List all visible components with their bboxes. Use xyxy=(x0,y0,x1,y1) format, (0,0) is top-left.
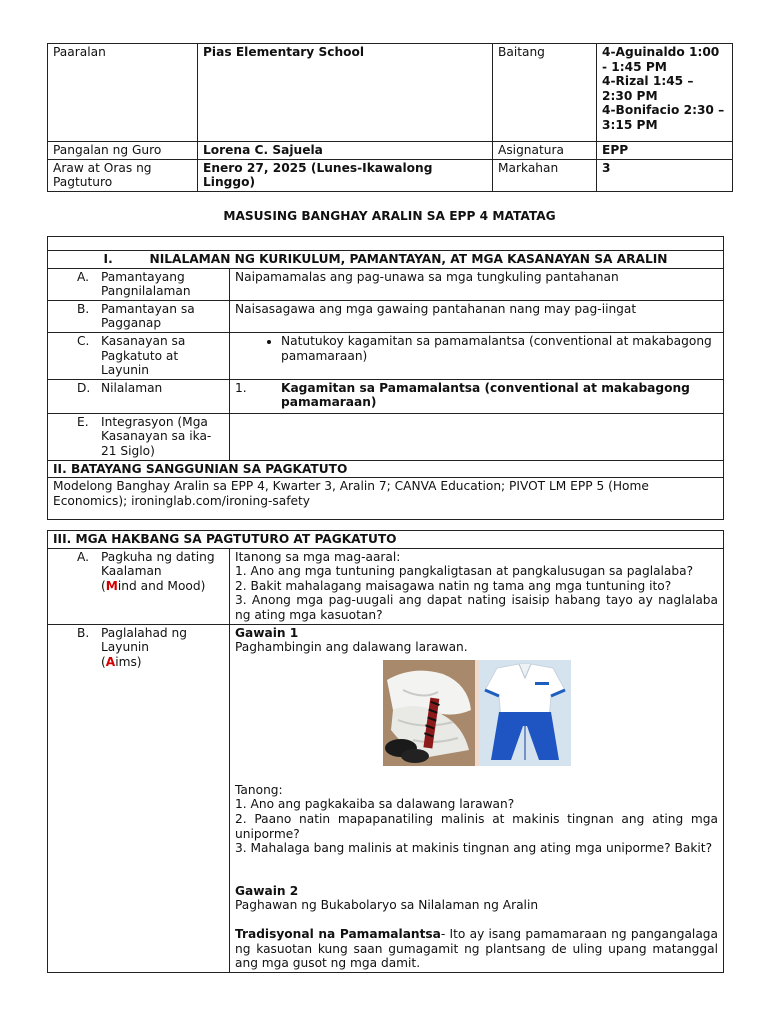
paren: ( xyxy=(101,654,106,669)
row-e-value xyxy=(230,413,724,460)
section-3-header: III. MGA HAKBANG SA PAGTUTURO AT PAGKATUTO xyxy=(48,531,724,549)
row-label: Pagkuha ng dating Kaalaman xyxy=(101,549,215,579)
step-a-label-cell xyxy=(48,548,230,624)
question: 2. Bakit mahalagang maisagawa natin ng tama ang mga tuntuning ito? xyxy=(235,578,672,593)
row-c-label-cell xyxy=(48,332,230,379)
quarter-value: 3 xyxy=(597,159,733,191)
activity-1-title: Gawain 1 xyxy=(235,625,299,640)
schedule-line: 4-Rizal 1:45 – 2:30 PM xyxy=(602,74,694,103)
step-a-content xyxy=(230,548,724,624)
section-1-title: NILALAMAN NG KURIKULUM, PAMANTAYAN, AT MGA KASANAYAN SA ARALIN xyxy=(149,252,668,266)
document-title: MASUSING BANGHAY ARALIN SA EPP 4 MATATAG xyxy=(223,209,556,223)
paren: ( xyxy=(101,578,106,593)
list-number: 1. xyxy=(235,380,247,395)
vocabulary-term: Tradisyonal na Pamamalantsa xyxy=(235,926,441,941)
subject-value: EPP xyxy=(597,142,733,160)
row-letter: B. xyxy=(77,301,90,316)
schedule-line: 4-Aguinaldo 1:00 - 1:45 PM xyxy=(602,45,720,74)
row-label: Paglalahad ng Layunin xyxy=(101,625,187,655)
row-d-label-cell xyxy=(48,379,230,413)
question: 3. Anong mga pag-uugali ang dapat nating isaisip habang tayo ay naglalaba ng ating mga kasuotan? xyxy=(235,593,718,622)
row-d-value-cell xyxy=(230,379,724,413)
grade-label: Baitang xyxy=(493,44,597,142)
question: 1. Ano ang pagkakaiba sa dalawang larawan? xyxy=(235,797,515,812)
activity-1-instruction: Paghambingin ang dalawang larawan. xyxy=(235,640,468,655)
top-spacer-row xyxy=(48,237,724,251)
intro-text: Itanong sa mga mag-aaral: xyxy=(235,549,401,564)
content-title: Kagamitan sa Pamamalantsa (conventional at makabagong pamamaraan) xyxy=(281,380,690,410)
row-c-value-cell xyxy=(230,332,724,379)
row-e-label-cell xyxy=(48,413,230,460)
highlight-letter: A xyxy=(105,654,116,669)
uniform-comparison-image xyxy=(383,660,571,766)
question: 1. Ano ang mga tuntuning pangkaligtasan at pangkalusugan sa paglalaba? xyxy=(235,564,694,579)
school-value: Pias Elementary School xyxy=(198,44,493,142)
section-2-header: II. BATAYANG SANGGUNIAN SA PAGKATUTO xyxy=(48,460,724,478)
row-letter: D. xyxy=(77,380,91,395)
step-b-content xyxy=(230,624,724,972)
row-label: Pamantayang Pangnilalaman xyxy=(101,269,191,299)
school-info-table xyxy=(47,43,733,192)
section-2-body: Modelong Banghay Aralin sa EPP 4, Kwarter 3, Aralin 7; CANVA Education; PIVOT LM EPP 5 (Home Economics); ironinglab.com/ironing-safety xyxy=(48,478,724,520)
teacher-label: Pangalan ng Guro xyxy=(48,142,198,160)
row-letter: E. xyxy=(77,414,89,429)
vocabulary-entry xyxy=(235,927,718,971)
highlight-letter: M xyxy=(105,578,118,593)
datetime-label: Araw at Oras ng Pagtuturo xyxy=(48,159,198,191)
activity-2-instruction: Paghawan ng Bukabolaryo sa Nilalaman ng Aralin xyxy=(235,898,539,913)
row-letter: A. xyxy=(77,269,89,284)
vocabulary-definition: - Ito ay isang pamamaraan ng pangangalaga ng kasuotan kung saan gumagamit ng plantsang de uling upang matanggal ang mga gusot ng mga damit. xyxy=(235,926,718,971)
schedule-line: 4-Bonifacio 2:30 – 3:15 PM xyxy=(602,103,725,132)
questions-label: Tanong: xyxy=(235,782,283,797)
row-label: Kasanayan sa Pagkatuto at Layunin xyxy=(101,333,186,378)
row-letter: A. xyxy=(77,549,89,564)
bullet-item: • Natutukoy kagamitan sa pamamalantsa (conventional at makabagong pamamaraan) xyxy=(281,334,718,363)
section-1-number: I. xyxy=(103,252,113,266)
question: 3. Mahalaga bang malinis at makinis tingnan ang ating mga uniporme? Bakit? xyxy=(235,841,713,856)
subject-label: Asignatura xyxy=(493,142,597,160)
row-a-label-cell xyxy=(48,268,230,300)
label-rest: ims) xyxy=(115,654,142,669)
grade-schedule xyxy=(597,44,733,142)
row-letter: B. xyxy=(77,625,90,640)
school-label: Paaralan xyxy=(48,44,198,142)
row-a-value: Naipamamalas ang pag-unawa sa mga tungkuling pantahanan xyxy=(230,268,724,300)
curriculum-table xyxy=(47,236,724,520)
steps-table xyxy=(47,530,724,973)
row-label: Nilalaman xyxy=(101,380,163,395)
activity-2-title: Gawain 2 xyxy=(235,883,299,898)
row-b-value: Naisasagawa ang mga gawaing pantahanan nang may pag-iingat xyxy=(230,300,724,332)
row-b-label-cell xyxy=(48,300,230,332)
row-label: Integrasyon (Mga Kasanayan sa ika-21 Siglo) xyxy=(101,414,212,458)
datetime-value: Enero 27, 2025 (Lunes-Ikawalong Linggo) xyxy=(198,159,493,191)
question: 2. Paano natin mapapanatiling malinis at makinis tingnan ang ating mga uniporme? xyxy=(235,811,718,841)
section-1-header xyxy=(48,251,724,269)
label-rest: ind and Mood) xyxy=(117,578,206,593)
row-label: Pamantayan sa Pagganap xyxy=(101,301,195,331)
wrinkled-uniform-photo xyxy=(383,660,475,766)
row-letter: C. xyxy=(77,333,90,348)
quarter-label: Markahan xyxy=(493,159,597,191)
ironed-uniform-photo xyxy=(479,660,571,766)
step-b-label-cell xyxy=(48,624,230,972)
teacher-value: Lorena C. Sajuela xyxy=(198,142,493,160)
